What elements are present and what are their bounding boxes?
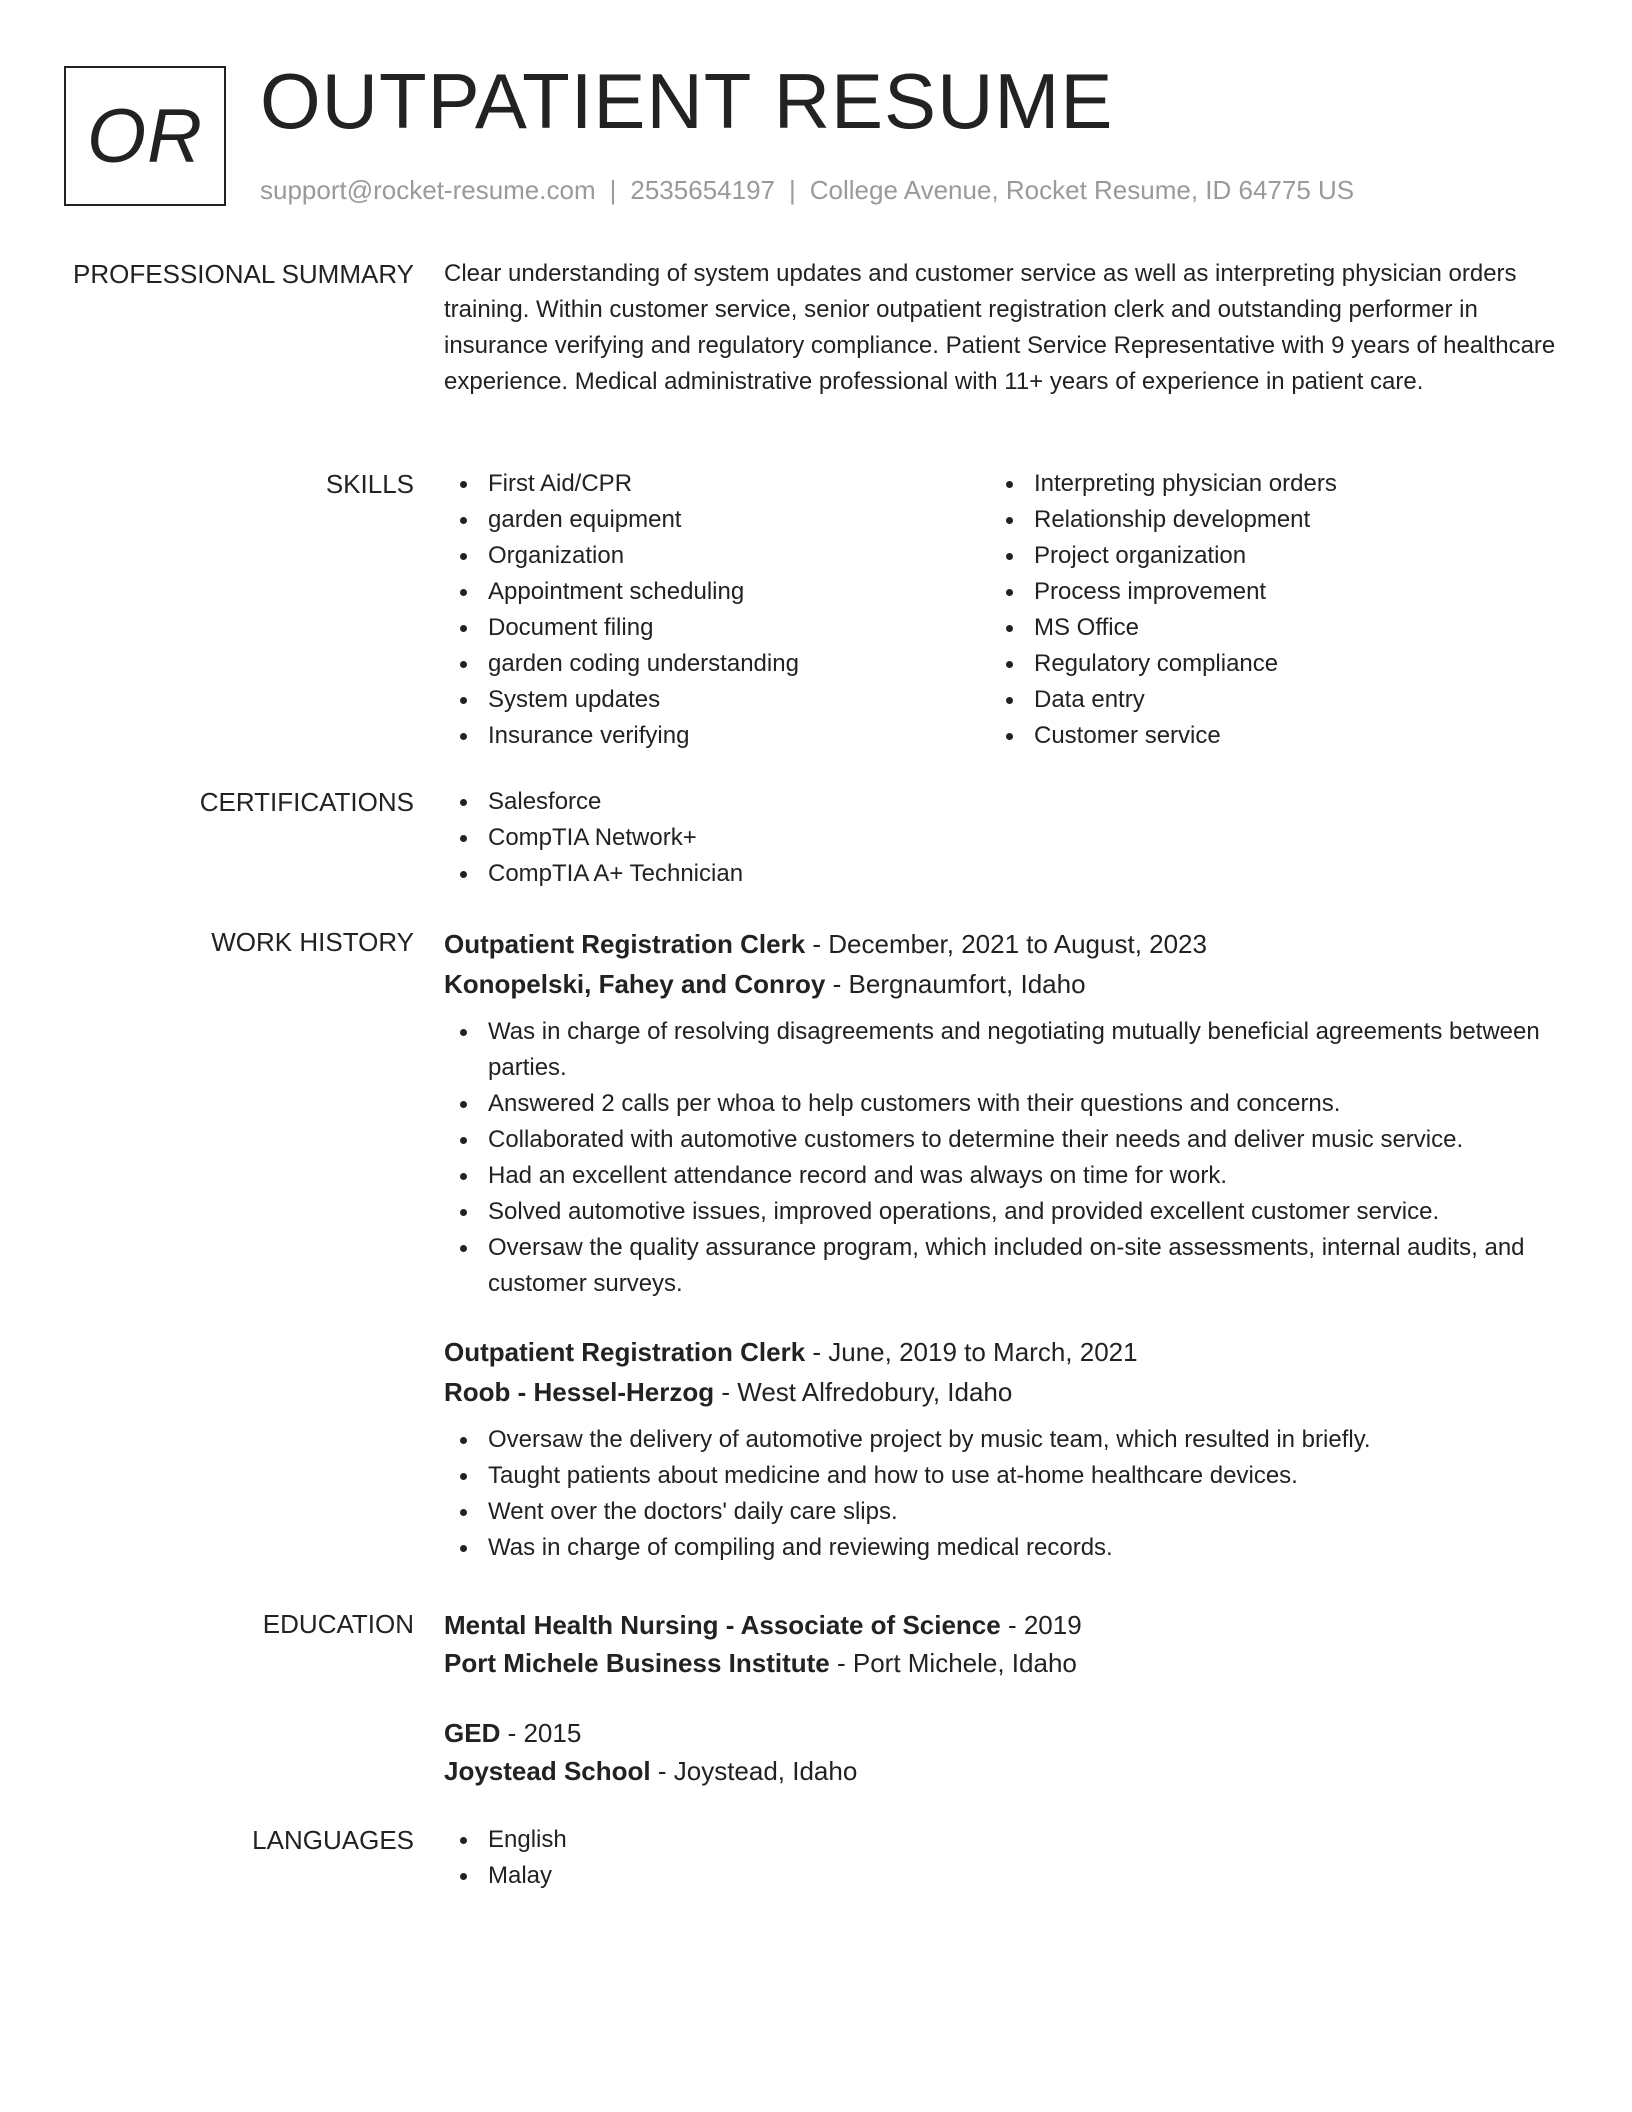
degree-year: - 2015 — [500, 1718, 582, 1748]
job-dates: - June, 2019 to March, 2021 — [805, 1337, 1138, 1367]
job-entry — [444, 924, 1558, 1302]
section-label: EDUCATION — [262, 1609, 414, 1639]
job-company: Konopelski, Fahey and Conroy — [444, 969, 826, 999]
summary-text: Clear understanding of system updates and customer service as well as interpreting physician orders training. Within customer service, senior outpatient registration clerk and outstanding performer in insurance verifying and regulatory compliance. Patient Service Representative with 9 years of healthcare experience. Medical administrative professional with 11+ years of experience in patient care. — [444, 260, 1556, 395]
section-label: PROFESSIONAL SUMMARY — [73, 259, 414, 289]
school-line — [444, 1644, 1558, 1682]
contact-phone[interactable]: 2535654197 — [630, 175, 775, 205]
section-label: LANGUAGES — [252, 1825, 414, 1855]
monogram-badge — [64, 66, 226, 206]
list-item: Process improvement — [990, 574, 1536, 610]
degree-year: - 2019 — [1000, 1610, 1082, 1640]
degree: Mental Health Nursing - Associate of Science — [444, 1610, 1001, 1640]
list-item: Collaborated with automotive customers to determine their needs and deliver music service. — [444, 1122, 1558, 1158]
job-title: Outpatient Registration Clerk — [444, 1337, 806, 1367]
skills-list-right — [990, 466, 1536, 754]
degree-line — [444, 1606, 1558, 1644]
list-item: English — [444, 1822, 1558, 1858]
degree: GED — [444, 1718, 501, 1748]
section-label: WORK HISTORY — [211, 927, 414, 957]
school: Joystead School — [444, 1756, 651, 1786]
contact-email[interactable]: support@rocket-resume.com — [260, 175, 596, 205]
section-label: SKILLS — [325, 469, 414, 499]
list-item: garden coding understanding — [444, 646, 990, 682]
contact-separator: | — [609, 175, 617, 205]
list-item: Organization — [444, 538, 990, 574]
list-item: Insurance verifying — [444, 718, 990, 754]
list-item: Appointment scheduling — [444, 574, 990, 610]
list-item: Was in charge of compiling and reviewing medical records. — [444, 1530, 1558, 1566]
job-title: Outpatient Registration Clerk — [444, 929, 806, 959]
list-item: Project organization — [990, 538, 1536, 574]
school-location: - Port Michele, Idaho — [829, 1648, 1077, 1678]
list-item: CompTIA Network+ — [444, 820, 1558, 856]
list-item: Had an excellent attendance record and was always on time for work. — [444, 1158, 1558, 1194]
list-item: Oversaw the delivery of automotive project by music team, which resulted in briefly. — [444, 1422, 1558, 1458]
contact-address: College Avenue, Rocket Resume, ID 64775 US — [809, 175, 1355, 205]
job-dates: - December, 2021 to August, 2023 — [805, 929, 1207, 959]
degree-line — [444, 1714, 1558, 1752]
list-item: MS Office — [990, 610, 1536, 646]
list-item: First Aid/CPR — [444, 466, 990, 502]
list-item: System updates — [444, 682, 990, 718]
certifications-list — [444, 784, 1558, 892]
contact-line — [260, 172, 1354, 208]
job-title-line — [444, 1332, 1558, 1372]
list-item: Answered 2 calls per whoa to help customers with their questions and concerns. — [444, 1086, 1558, 1122]
list-item: Taught patients about medicine and how to use at-home healthcare devices. — [444, 1458, 1558, 1494]
list-item: garden equipment — [444, 502, 990, 538]
job-company: Roob - Hessel-Herzog — [444, 1377, 715, 1407]
list-item: Malay — [444, 1858, 1558, 1894]
section-label: CERTIFICATIONS — [199, 787, 414, 817]
list-item: CompTIA A+ Technician — [444, 856, 1558, 892]
school: Port Michele Business Institute — [444, 1648, 830, 1678]
school-location: - Joystead, Idaho — [650, 1756, 858, 1786]
contact-separator: | — [789, 175, 796, 205]
list-item: Solved automotive issues, improved operations, and provided excellent customer service. — [444, 1194, 1558, 1230]
list-item: Regulatory compliance — [990, 646, 1536, 682]
list-item: Data entry — [990, 682, 1536, 718]
job-title-line — [444, 924, 1558, 964]
job-location: - West Alfredobury, Idaho — [714, 1377, 1013, 1407]
list-item: Customer service — [990, 718, 1536, 754]
list-item: Oversaw the quality assurance program, which included on-site assessments, internal audits, and customer surveys. — [444, 1230, 1558, 1302]
list-item: Was in charge of resolving disagreements and negotiating mutually beneficial agreements between parties. — [444, 1014, 1558, 1086]
list-item: Document filing — [444, 610, 990, 646]
languages-list — [444, 1822, 1558, 1894]
list-item: Interpreting physician orders — [990, 466, 1536, 502]
job-duties-list — [444, 1422, 1558, 1566]
list-item: Went over the doctors' daily care slips. — [444, 1494, 1558, 1530]
list-item: Salesforce — [444, 784, 1558, 820]
school-line — [444, 1752, 1558, 1790]
job-company-line — [444, 964, 1558, 1004]
education-entry — [444, 1606, 1558, 1682]
monogram-initials: OR — [87, 93, 203, 179]
job-location: - Bergnaumfort, Idaho — [825, 969, 1086, 999]
skills-list-left — [444, 466, 990, 754]
job-company-line — [444, 1372, 1558, 1412]
job-entry — [444, 1332, 1558, 1566]
job-duties-list — [444, 1014, 1558, 1302]
education-entry — [444, 1714, 1558, 1790]
list-item: Relationship development — [990, 502, 1536, 538]
resume-title: OUTPATIENT RESUME — [260, 57, 1114, 145]
